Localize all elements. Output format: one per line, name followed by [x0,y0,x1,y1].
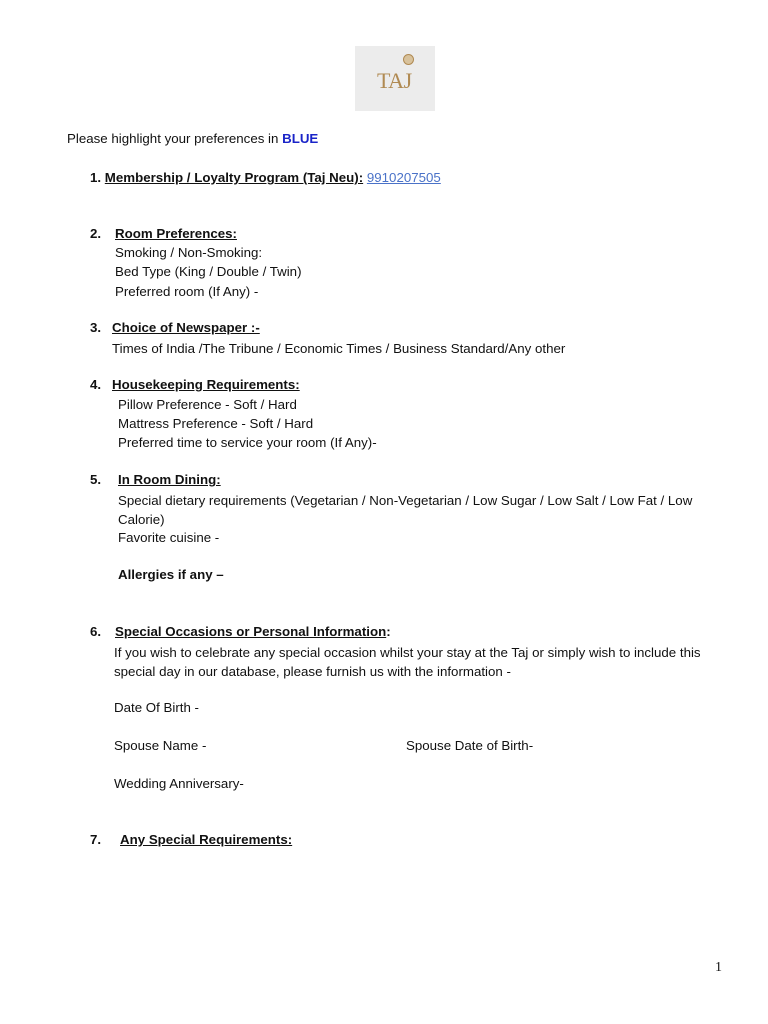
section-title-text: Special Occasions or Personal Information [115,624,387,639]
section-number: 3. [90,320,102,335]
intro-highlight: BLUE [282,131,319,146]
section-title-colon: : [386,624,391,639]
section-number: 5. [90,472,102,487]
section-membership [90,170,441,185]
section-title-in-room-dining: In Room Dining: [118,472,221,487]
wedding-anniversary-line: Wedding Anniversary- [114,776,244,791]
section-title-special-occasions [115,624,391,639]
pillow-preference-line: Pillow Preference - Soft / Hard [118,397,297,412]
section-title: Membership / Loyalty Program (Taj Neu): [104,170,364,185]
service-time-line: Preferred time to service your room (If Any)- [118,435,377,450]
spouse-dob-line: Spouse Date of Birth- [406,738,534,753]
date-of-birth-line: Date Of Birth - [114,700,199,715]
spouse-name-line: Spouse Name - [114,738,207,753]
allergies-line: Allergies if any – [118,567,224,582]
section-title-special-requirements: Any Special Requirements: [120,832,293,847]
section-title-room-preferences: Room Preferences: [115,226,237,241]
section-number: 7. [90,832,102,847]
intro-text: Please highlight your preferences in [67,131,283,146]
dietary-requirements-text: Special dietary requirements (Vegetarian / Non-Vegetarian / Low Sugar / Low Salt / Low Fat / Low Calorie) [118,493,693,527]
room-smoking-line: Smoking / Non-Smoking: [115,245,263,260]
section-number: 6. [90,624,102,639]
section-title-housekeeping: Housekeeping Requirements: [112,377,300,392]
logo-text: TAJ [377,68,412,93]
newspaper-options-line: Times of India /The Tribune / Economic Times / Business Standard/Any other [112,341,566,356]
special-occasion-description: If you wish to celebrate any special occasion whilst your stay at the Taj or simply wish to include this special day in our database, please furnish us with the information - [114,645,701,679]
mattress-preference-line: Mattress Preference - Soft / Hard [118,416,314,431]
section-number: 4. [90,377,102,392]
section-number: 2. [90,226,102,241]
taj-crest-icon [403,54,414,65]
favorite-cuisine-line: Favorite cuisine - [118,530,220,545]
section-title-newspaper: Choice of Newspaper :- [112,320,260,335]
intro-line [67,131,318,146]
section-number: 1. [90,170,102,185]
room-preferred-line: Preferred room (If Any) - [115,284,259,299]
page-number: 1 [715,960,722,975]
membership-number-link[interactable]: 9910207505 [366,170,441,185]
taj-logo [355,46,435,111]
room-bed-type-line: Bed Type (King / Double / Twin) [115,264,302,279]
